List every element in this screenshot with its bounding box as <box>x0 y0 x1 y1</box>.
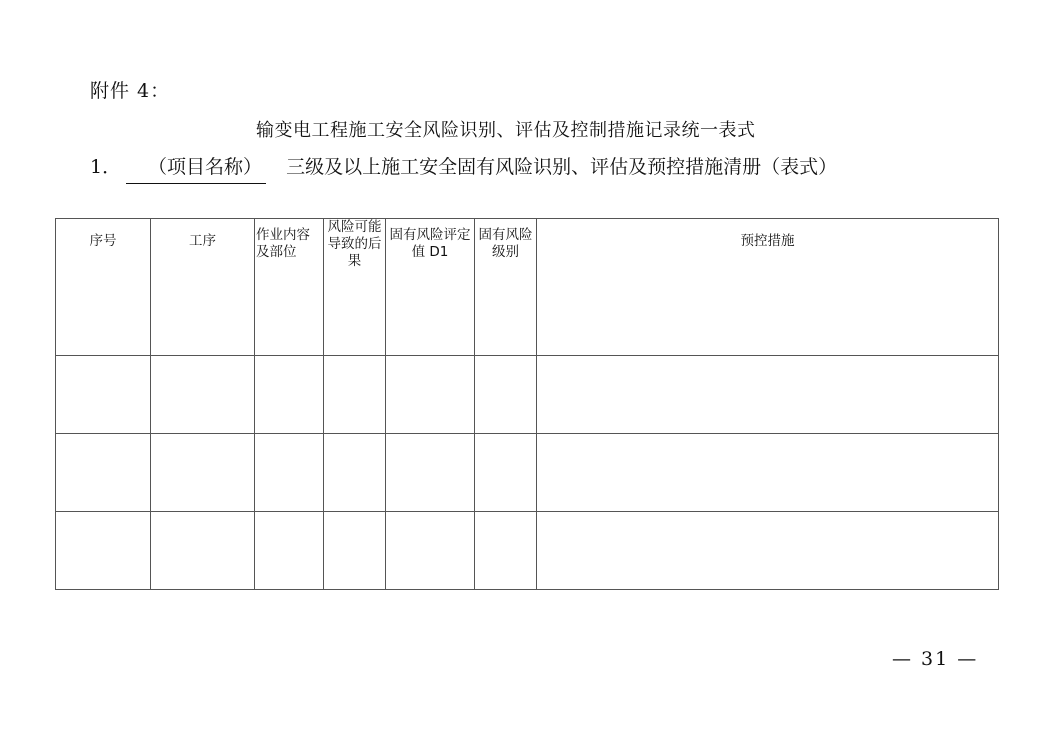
table-header-row <box>56 219 999 356</box>
table-row <box>56 512 999 590</box>
header-seq: 序号 <box>56 219 151 356</box>
table-cell[interactable] <box>56 512 151 590</box>
table-cell[interactable] <box>324 434 386 512</box>
header-work-content: 作业内容及部位 <box>255 219 324 356</box>
header-consequence: 风险可能导致的后果 <box>324 219 386 356</box>
table-cell[interactable] <box>475 512 537 590</box>
project-name-blank: （项目名称） <box>126 152 266 184</box>
table-cell[interactable] <box>537 356 999 434</box>
table-cell[interactable] <box>386 512 475 590</box>
risk-table <box>55 218 999 590</box>
attachment-label: 附件 4： <box>90 80 171 102</box>
table-cell[interactable] <box>151 356 255 434</box>
table-cell[interactable] <box>475 434 537 512</box>
table-cell[interactable] <box>255 434 324 512</box>
subtitle-text: 三级及以上施工安全固有风险识别、评估及预控措施清册（表式） <box>286 156 838 178</box>
subtitle <box>90 152 837 184</box>
table-cell[interactable] <box>255 512 324 590</box>
table-cell[interactable] <box>151 512 255 590</box>
table-cell[interactable] <box>56 434 151 512</box>
header-process: 工序 <box>151 219 255 356</box>
document-title: 输变电工程施工安全风险识别、评估及控制措施记录统一表式 <box>256 120 756 141</box>
table-cell[interactable] <box>56 356 151 434</box>
table-cell[interactable] <box>324 356 386 434</box>
table-row <box>56 434 999 512</box>
header-risk-value: 固有风险评定值 D1 <box>386 219 475 356</box>
table-cell[interactable] <box>537 512 999 590</box>
table-cell[interactable] <box>386 434 475 512</box>
subtitle-number: 1． <box>90 156 122 178</box>
table-cell[interactable] <box>537 434 999 512</box>
table-row <box>56 356 999 434</box>
table-cell[interactable] <box>324 512 386 590</box>
table-cell[interactable] <box>475 356 537 434</box>
page-number: — 31 — <box>892 648 979 670</box>
header-risk-level: 固有风险级别 <box>475 219 537 356</box>
table-cell[interactable] <box>386 356 475 434</box>
table-cell[interactable] <box>151 434 255 512</box>
header-measures: 预控措施 <box>537 219 999 356</box>
table-cell[interactable] <box>255 356 324 434</box>
